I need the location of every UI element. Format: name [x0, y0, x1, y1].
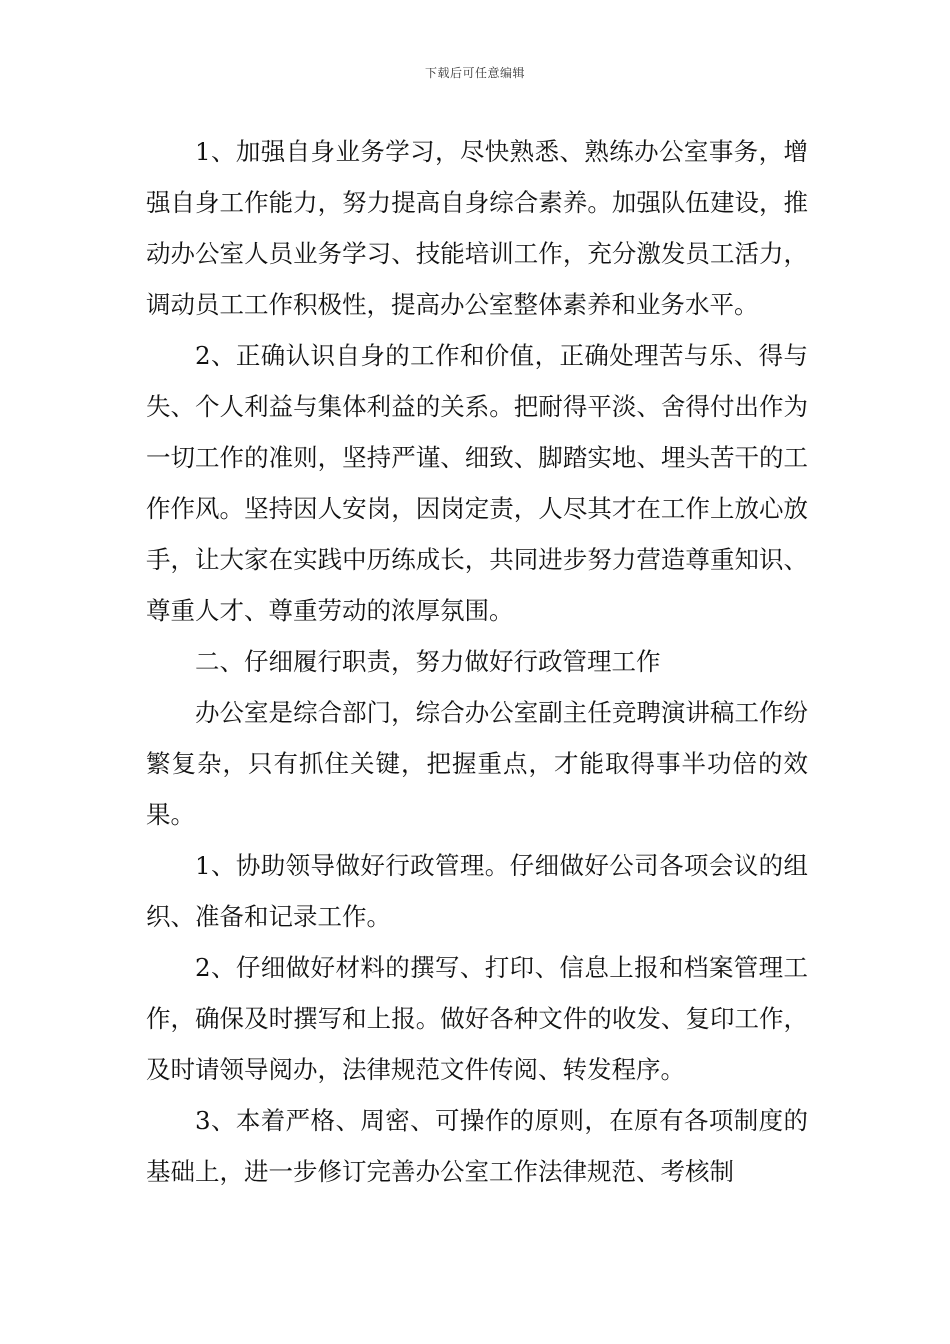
paragraph-5: 2、仔细做好材料的撰写、打印、信息上报和档案管理工作，确保及时撰写和上报。做好各种文件的收发、复印工作，及时请领导阅办，法律规范文件传阅、转发程序。 — [146, 953, 808, 1084]
paragraph-3: 办公室是综合部门，综合办公室副主任竞聘演讲稿工作纷繁复杂，只有抓住关键，把握重点，才能取得事半功倍的效果。 — [146, 698, 808, 829]
paragraph-6: 3、本着严格、周密、可操作的原则，在原有各项制度的基础上，进一步修订完善办公室工作法律规范、考核制 — [146, 1106, 808, 1186]
paragraph-2: 2、正确认识自身的工作和价值，正确处理苦与乐、得与失、个人利益与集体利益的关系。把耐得平淡、舍得付出作为一切工作的准则，坚持严谨、细致、脚踏实地、埋头苦干的工作作风。坚持因人安岗，因岗定责，人尽其才在工作上放心放手，让大家在实践中历练成长，共同进步努力营造尊重知识、尊重人才、尊重劳动的浓厚氛围。 — [146, 341, 808, 625]
section-heading: 二、仔细履行职责，努力做好行政管理工作 — [195, 647, 661, 676]
page-header-note: 下载后可任意编辑 — [424, 66, 525, 80]
paragraph-1: 1、加强自身业务学习，尽快熟悉、熟练办公室事务，增强自身工作能力，努力提高自身综合素养。加强队伍建设，推动办公室人员业务学习、技能培训工作，充分激发员工活力，调动员工工作积极性，提高办公室整体素养和业务水平。 — [146, 137, 808, 319]
document-body — [146, 126, 808, 1197]
paragraph-4: 1、协助领导做好行政管理。仔细做好公司各项会议的组织、准备和记录工作。 — [146, 851, 808, 931]
